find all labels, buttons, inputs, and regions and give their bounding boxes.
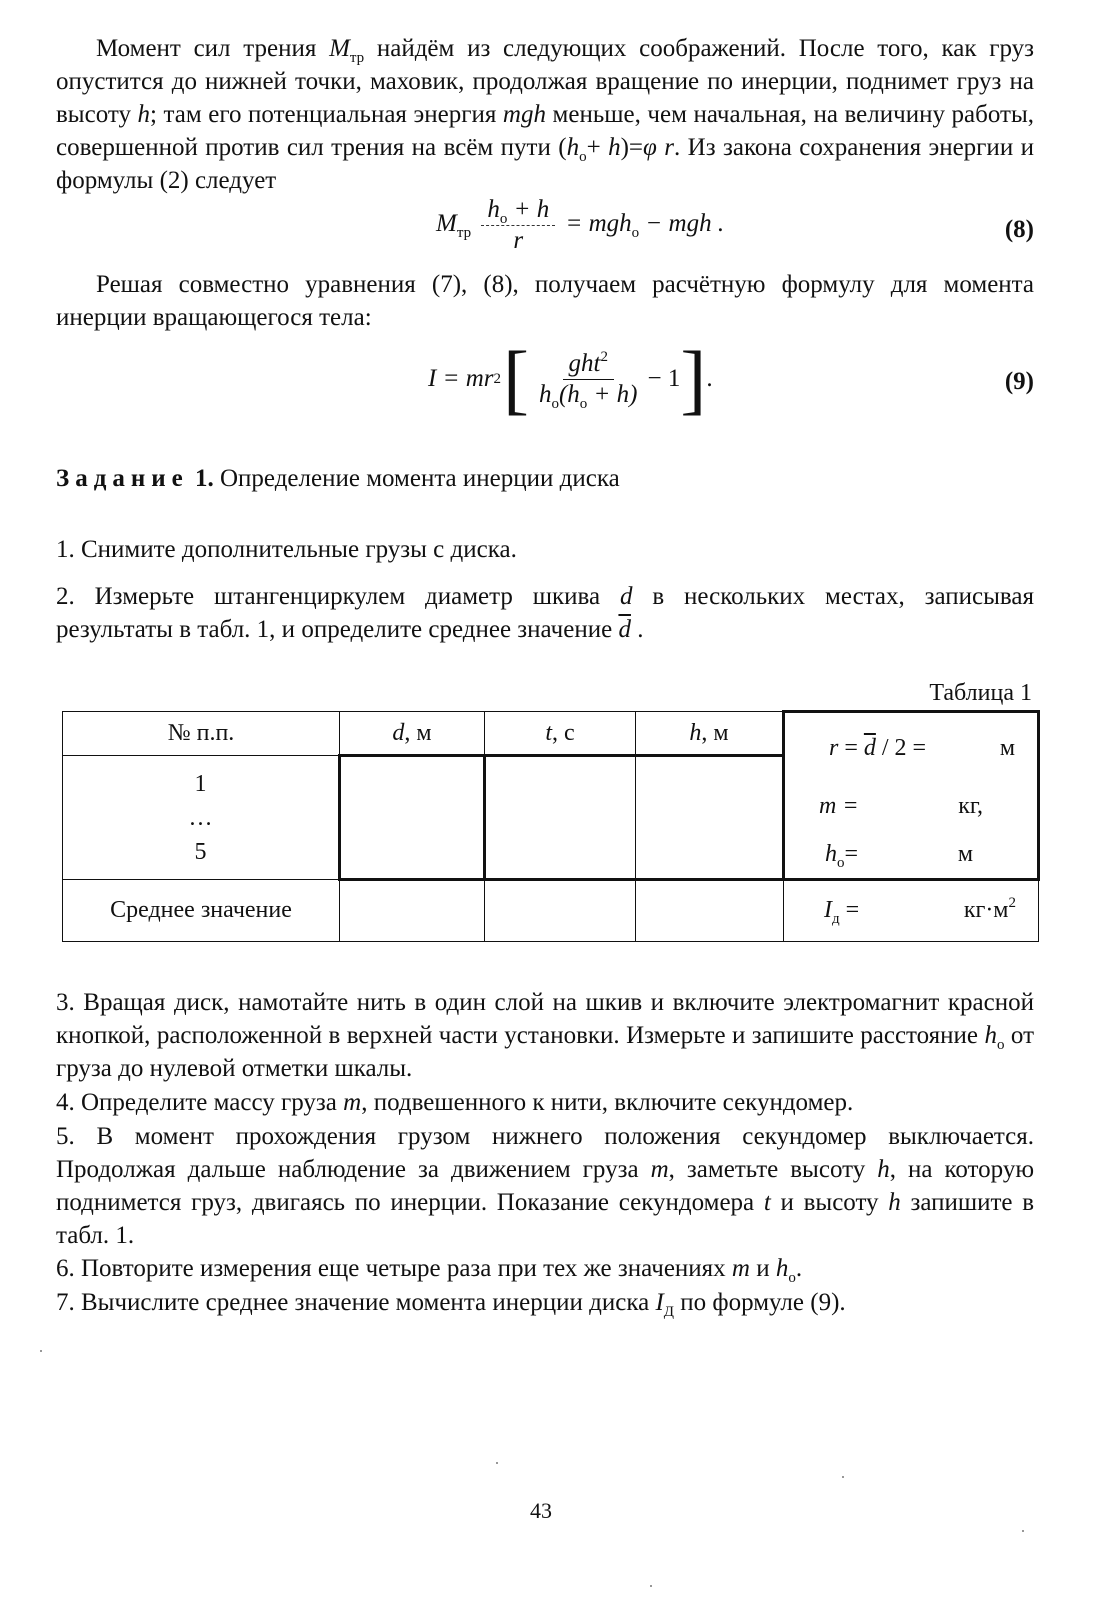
equation-8: $M_{тр}$ $\frac{h_o + h}{r}$ = mgh$_o$ − mgh . <box>436 196 725 254</box>
page-number: 43 <box>530 1498 552 1523</box>
scan-speck <box>1022 1530 1024 1532</box>
average-d <box>340 880 485 942</box>
header-num: № п.п. <box>63 712 340 756</box>
rows-index-cell: 1 … 5 <box>63 756 340 880</box>
list-item: 4. Определите массу груза m, подвешенного к нити, включите секундомер. <box>56 1089 854 1116</box>
t-values-cell <box>485 756 636 880</box>
list-item: 1. Снимите дополнительные грузы с диска. <box>56 536 517 563</box>
scan-speck <box>40 1350 42 1352</box>
scan-speck <box>496 1462 498 1464</box>
equation-8-fraction: $\frac{h_o + h}{r}$ <box>481 196 555 255</box>
h-values-cell <box>636 756 784 880</box>
header-t: t, с <box>485 712 636 756</box>
constants-cell: $r = \overline{d} / 2$ = м m = кг, $h_o=$ м <box>784 712 1039 880</box>
scan-speck <box>842 1476 844 1478</box>
table-caption: Таблица 1 <box>929 680 1032 706</box>
task-heading: Задание 1. Определение момента инерции диска <box>56 465 620 492</box>
measurements-table <box>62 710 1040 942</box>
header-h: h, м <box>636 712 784 756</box>
average-t <box>485 880 636 942</box>
equation-9: I = mr 2 [ $\frac{ght^2}{h_o(h_o + h)}$ − 1 ] . <box>428 335 713 422</box>
equation-8-label: (8) <box>1004 216 1034 243</box>
header-d: d, м <box>340 712 485 756</box>
average-h <box>636 880 784 942</box>
d-values-cell <box>340 756 485 880</box>
average-inertia: $I_д$ = $кг\cdot м^2$ <box>784 880 1039 942</box>
scan-speck <box>650 1585 652 1587</box>
list-item: 6. Повторите измерения еще четыре раза при тех же значениях m и $h_o$. <box>56 1255 803 1286</box>
equation-9-label: (9) <box>1004 368 1034 395</box>
paragraph-solving: Решая совместно уравнения (7), (8), получаем расчётную формулу для момента инерции вращающегося тела: <box>56 271 1034 331</box>
list-item: 3. Вращая диск, намотайте нить в один слой на шкив и включите электромагнит красной кнопкой, расположенной в верхней части установки. Измерьте и запишите расстояние $h_o$ от груза до нулевой отметки шкалы. <box>56 989 1034 1082</box>
average-label: Среднее значение <box>63 880 340 942</box>
list-item: 5. В момент прохождения грузом нижнего положения секундомер выключается. Продолжая дальше наблюдение за движением груза m, заметьте высоту h, на которую поднимется груз, двигаясь по инерции. Показание секундомера t и высоту h запишите в табл. 1. <box>56 1123 1035 1249</box>
list-item: 7. Вычислите среднее значение момента инерции диска $I_Д$ по формуле (9). <box>56 1289 846 1320</box>
list-item: 2. Измерьте штангенциркулем диаметр шкива d в нескольких местах, записывая результаты в табл. 1, и определите среднее значение $\overline{d}$ . <box>56 583 1034 643</box>
paragraph-friction-moment: Момент сил трения $M_{тр}$ найдём из следующих соображений. После того, как груз опустится до нижней точки, маховик, продолжая вращение по инерции, поднимет груз на высоту h; там его потенциальная энергия mgh меньше, чем начальная, на величину работы, совершенной против сил трения на всём пути $(h_o+ h)=\varphi$ r. Из закона сохранения энергии и формулы (2) следует <box>56 35 1034 194</box>
